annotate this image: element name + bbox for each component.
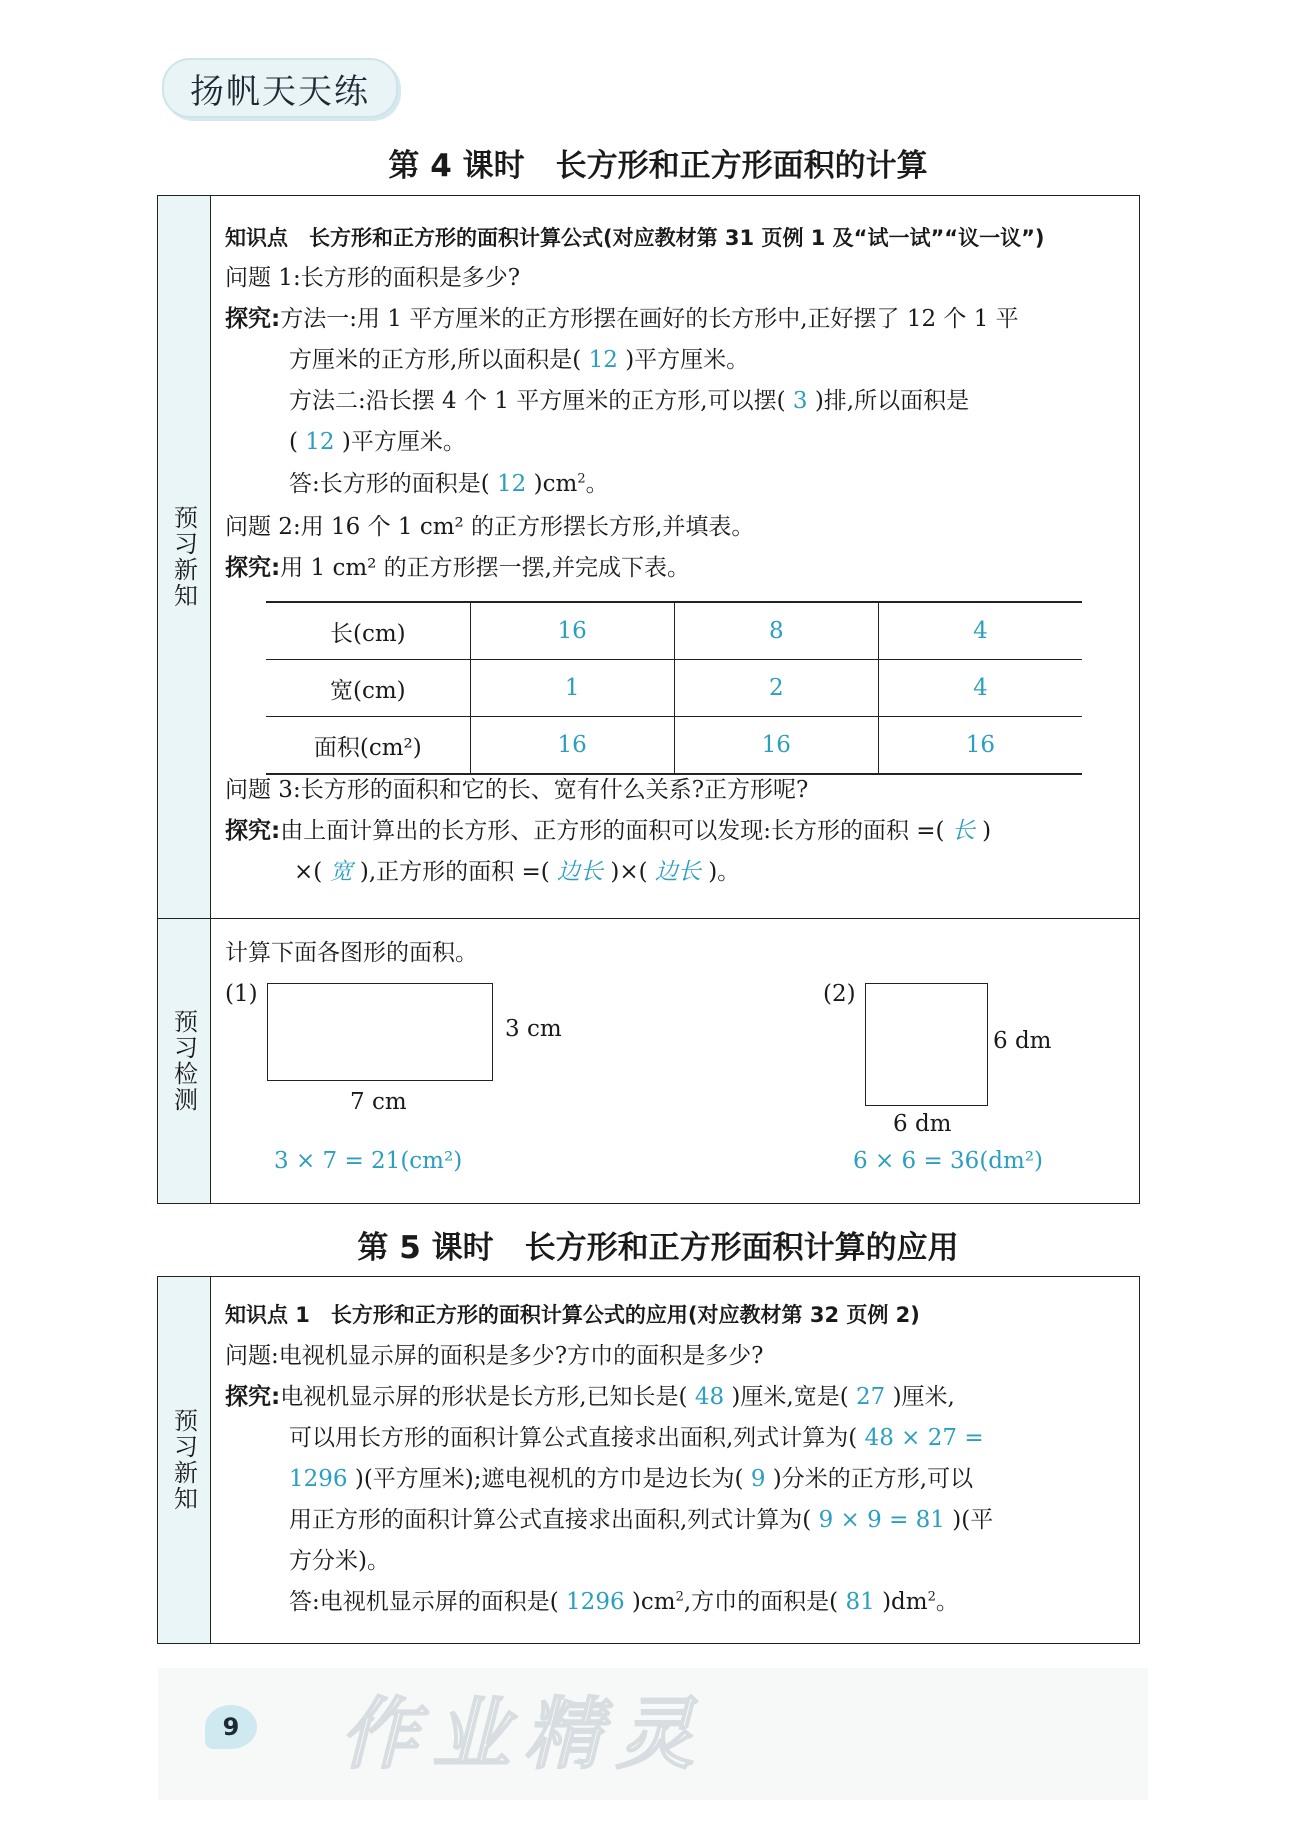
explore-3-line-b: ×( 宽 ),正方形的面积 =( 边长 )×( 边长 )。 [294, 859, 741, 885]
explore-line-4: 用正方形的面积计算公式直接求出面积,列式计算为( 9 × 9 = 81 )(平 [289, 1507, 994, 1533]
square-height-label: 6 dm [993, 1028, 1052, 1054]
row-label: 宽(cm) [266, 660, 470, 717]
explore-line-3: 1296 )(平方厘米);遮电视机的方巾是边长为( 9 )分米的正方形,可以 [289, 1466, 974, 1492]
table-cell: 1 [470, 660, 674, 717]
watermark: 作业精灵 [340, 1690, 709, 1780]
rectangle-height-label: 3 cm [505, 1016, 562, 1042]
method-2-line-a: 方法二:沿长摆 4 个 1 平方厘米的正方形,可以摆( 3 )排,所以面积是 [289, 388, 970, 414]
table-cell: 16 [470, 602, 674, 660]
method-2-line-b: ( 12 )平方厘米。 [289, 429, 466, 455]
table-row [266, 717, 1082, 775]
rectangle-width-label: 7 cm [350, 1089, 407, 1115]
question: 问题:电视机显示屏的面积是多少?方巾的面积是多少? [225, 1343, 764, 1369]
lesson4-box [157, 195, 1140, 1204]
explore-3-line-a: 探究:由上面计算出的长方形、正方形的面积可以发现:长方形的面积 =( 长 ) [225, 818, 992, 844]
figure-1-answer: 3 × 7 = 21(cm²) [274, 1148, 463, 1174]
question-1: 问题 1:长方形的面积是多少? [225, 265, 521, 291]
question-2: 问题 2:用 16 个 1 cm² 的正方形摆长方形,并填表。 [225, 514, 755, 540]
table-cell: 4 [878, 602, 1082, 660]
divider [158, 918, 1139, 919]
row-label: 面积(cm²) [266, 717, 470, 775]
table-cell: 4 [878, 660, 1082, 717]
lesson4-title: 第 4 课时 长方形和正方形面积的计算 [388, 148, 928, 184]
brand-badge: 扬帆天天练 [162, 58, 398, 118]
explore-line-5: 方分米)。 [289, 1548, 390, 1574]
side-label-check: 预习检测 [158, 919, 211, 1203]
table-cell: 16 [674, 717, 878, 775]
area-table [266, 601, 1082, 775]
explore-line-2: 可以用长方形的面积计算公式直接求出面积,列式计算为( 48 × 27 = [289, 1425, 984, 1451]
figure-2-number: (2) [823, 981, 856, 1007]
square-figure [865, 983, 988, 1106]
table-cell: 2 [674, 660, 878, 717]
table-cell: 8 [674, 602, 878, 660]
figure-1-number: (1) [225, 981, 258, 1007]
rectangle-figure [267, 983, 493, 1081]
side-label-preview: 预习新知 [158, 1277, 211, 1643]
explore-2: 探究:用 1 cm² 的正方形摆一摆,并完成下表。 [225, 555, 690, 581]
lesson5-box [157, 1276, 1140, 1644]
table-cell: 16 [878, 717, 1082, 775]
method-1-line-a: 探究:方法一:用 1 平方厘米的正方形摆在画好的长方形中,正好摆了 12 个 1 平 [225, 306, 1019, 332]
knowledge-point: 知识点 长方形和正方形的面积计算公式(对应教材第 31 页例 1 及“试一试”“议一议”) [225, 226, 1045, 250]
table-row [266, 660, 1082, 717]
row-label: 长(cm) [266, 602, 470, 660]
method-1-line-b: 方厘米的正方形,所以面积是( 12 )平方厘米。 [289, 347, 750, 373]
answer-1: 答:长方形的面积是( 12 )$cm^2$。 [289, 471, 609, 497]
question-3: 问题 3:长方形的面积和它的长、宽有什么关系?正方形呢? [225, 777, 809, 803]
table-cell: 16 [470, 717, 674, 775]
lesson5-title: 第 5 课时 长方形和正方形面积计算的应用 [357, 1230, 959, 1266]
check-prompt: 计算下面各图形的面积。 [225, 940, 478, 966]
page-number: 9 [205, 1705, 257, 1749]
side-label-preview: 预习新知 [158, 196, 211, 918]
explore-line-1: 探究:电视机显示屏的形状是长方形,已知长是( 48 )厘米,宽是( 27 )厘米, [225, 1384, 955, 1410]
knowledge-point: 知识点 1 长方形和正方形的面积计算公式的应用(对应教材第 32 页例 2) [225, 1303, 920, 1327]
square-width-label: 6 dm [893, 1111, 952, 1137]
answer-line: 答:电视机显示屏的面积是( 1296 )$cm^2$,方巾的面积是( 81 )$dm^2$。 [289, 1589, 959, 1615]
table-row [266, 602, 1082, 660]
figure-2-answer: 6 × 6 = 36(dm²) [853, 1148, 1044, 1174]
